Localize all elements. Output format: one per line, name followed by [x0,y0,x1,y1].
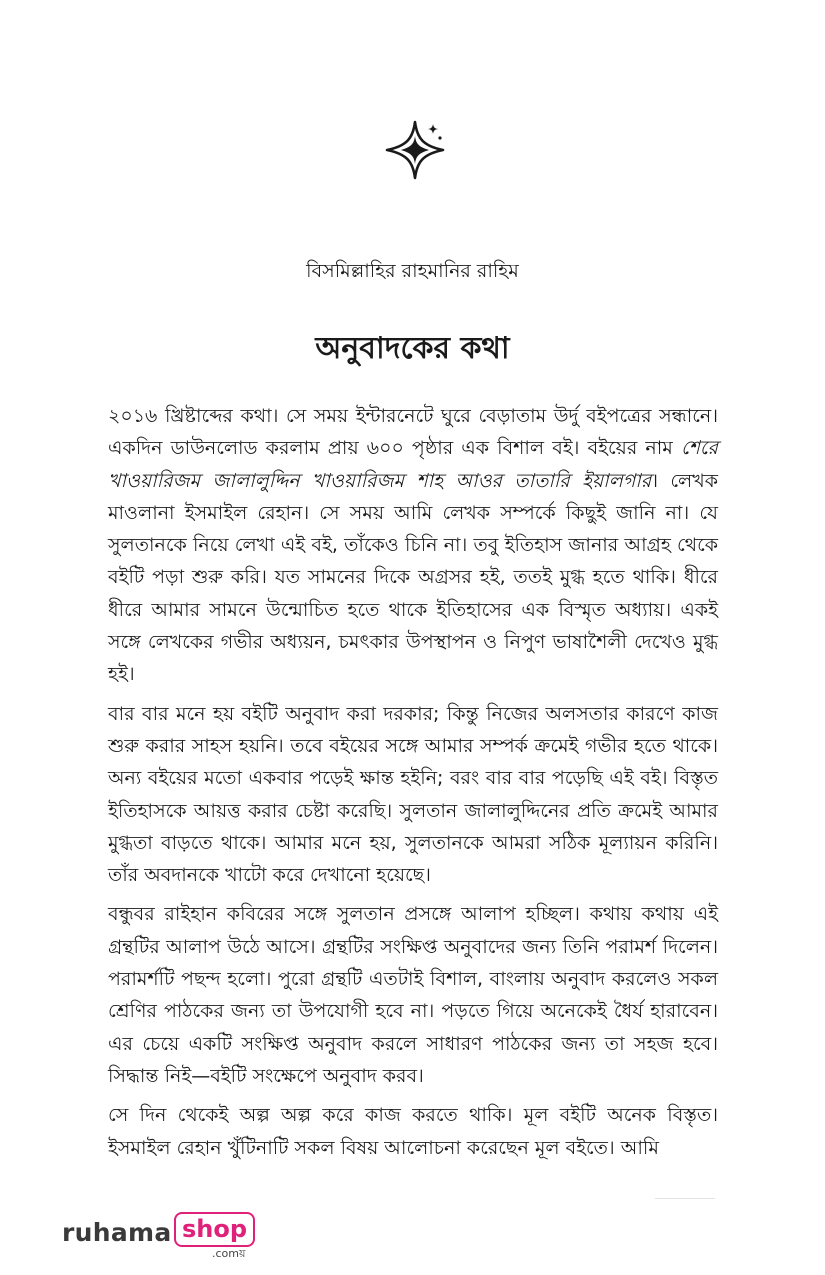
body-text [108,400,718,1171]
ruhama-shop-logo [62,1212,248,1262]
book-title: শেরে খাওয়ারিজম জালালুদ্দিন খাওয়ারিজম শাহ আওর তাতারি ইয়ালগার [108,437,718,492]
four-point-sparkle-icon [383,118,447,182]
paragraph-4: সে দিন থেকেই অল্প অল্প করে কাজ করতে থাকি। মূল বইটি অনেক বিস্তৃত। ইসমাইল রেহান খুঁটিনাটি সকল বিষয় আলোচনা করেছেন মূল বইতে। আমি [108,1104,718,1159]
paragraph-3: বন্ধুবর রাইহান কবিরের সঙ্গে সুলতান প্রসঙ্গে আলাপ হচ্ছিল। কথায় কথায় এই গ্রন্থটির আলাপ উঠে আসে। গ্রন্থটির সংক্ষিপ্ত অনুবাদের জন্য তিনি পরামর্শ দিলেন। পরামর্শটি পছন্দ হলো। পুরো গ্রন্থটি এতটাই বিশাল, বাংলায় অনুবাদ করলেও সকল শ্রেণির পাঠকের জন্য তা উপযোগী হবে না। পড়তে গিয়ে অনেকেই ধৈর্য হারাবেন। এর চেয়ে একটি সংক্ষিপ্ত অনুবাদ করলে সাধারণ পাঠকের জন্য তা সহজ হবে। সিদ্ধান্ত নিই—বইটি সংক্ষেপে অনুবাদ করব। [108,903,718,1087]
paragraph-1 [108,400,718,691]
logo-domain: .comয় [212,1247,246,1260]
logo-wordmark: ruhama [62,1218,172,1247]
paragraph-1-rest: । লেখক মাওলানা ইসমাইল রেহান। সে সময় আমি লেখক সম্পর্কে কিছুই জানি না। যে সুলতানকে নিয়ে লেখা এই বই, তাঁকেও চিনি না। তবু ইতিহাস জানার আগ্রহ থেকে বইটি পড়া শুরু করি। যত সামনের দিকে অগ্রসর হই, ততই মুগ্ধ হতে থাকি। ধীরে ধীরে আমার সামনে উন্মোচিত হতে থাকে ইতিহাসের এক বিস্মৃত অধ্যায়। একই সঙ্গে লেখকের গভীর অধ্যয়ন, চমৎকার উপস্থাপন ও নিপুণ ভাষাশৈলী দেখেও মুগ্ধ হই। [108,469,718,686]
bismillah-line: বিসমিল্লাহির রাহমানির রাহিম [306,260,519,282]
paragraph-2: বার বার মনে হয় বইটি অনুবাদ করা দরকার; কিন্তু নিজের অলসতার কারণে কাজ শুরু করার সাহস হয়নি। তবে বইয়ের সঙ্গে আমার সম্পর্ক ক্রমেই গভীর হতে থাকে। অন্য বইয়ের মতো একবার পড়েই ক্ষান্ত হইনি; বরং বার বার পড়েছি এই বই। বিস্তৃত ইতিহাসকে আয়ত্ত করার চেষ্টা করেছি। সুলতান জালালুদ্দিনের প্রতি ক্রমেই আমার মুগ্ধতা বাড়তে থাকে। আমার মনে হয়, সুলতানকে আমরা সঠিক মূল্যায়ন করিনি। তাঁর অবদানকে খাটো করে দেখানো হয়েছে। [108,702,718,887]
page-title: অনুবাদকের কথা [315,331,510,366]
logo-shop-badge: shop [174,1212,255,1247]
paragraph-1-intro: ২০১৬ খ্রিষ্টাব্দের কথা। সে সময় ইন্টারনেটে ঘুরে বেড়াতাম উর্দু বইপত্রের সন্ধানে। একদিন ডাউনলোড করলাম প্রায় ৬০০ পৃষ্ঠার এক বিশাল বই। বইয়ের নাম [108,405,718,460]
divider-line [655,1198,715,1199]
